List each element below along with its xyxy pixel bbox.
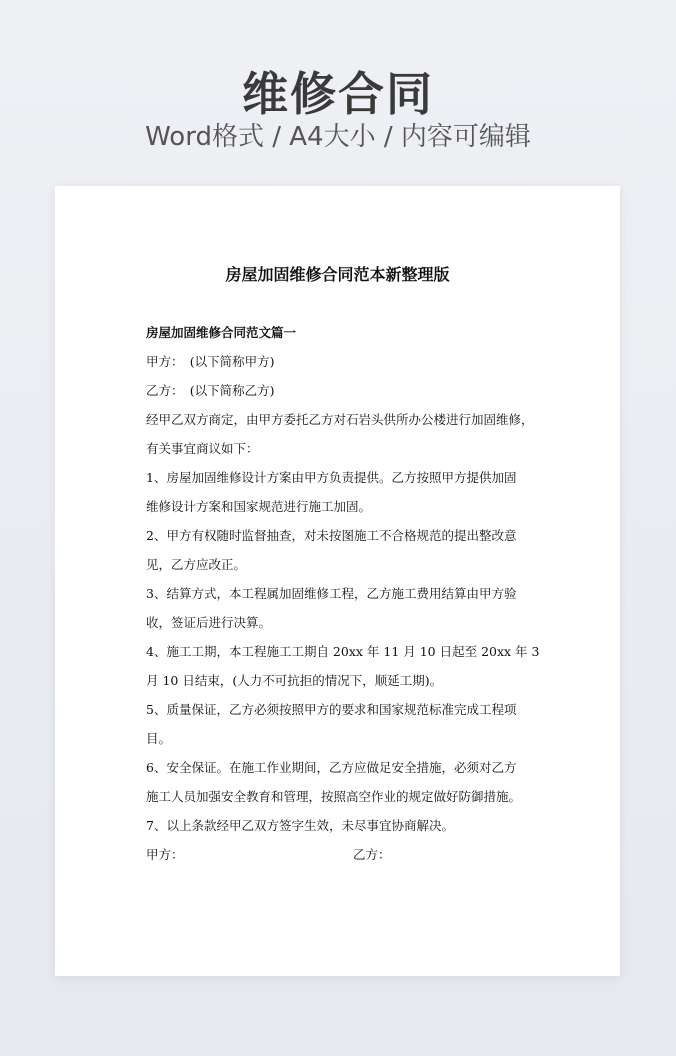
- document-page: [55, 186, 620, 976]
- body-line: 乙方： (以下简称乙方): [146, 383, 275, 398]
- banner-subtitle: Word格式 / A4大小 / 内容可编辑: [145, 122, 531, 152]
- body-line: 2、甲方有权随时监督抽查，对未按图施工不合格规范的提出整改意: [146, 528, 517, 543]
- banner-title: 维修合同: [242, 67, 434, 121]
- body-line: 经甲乙双方商定，由甲方委托乙方对石岩头供所办公楼进行加固维修，: [146, 412, 534, 427]
- body-line: 见，乙方应改正。: [146, 557, 247, 572]
- body-line: 4、施工工期，本工程施工工期自 20xx 年 11 月 10 日起至 20xx 年 3: [146, 644, 540, 659]
- document-body: [146, 318, 546, 869]
- body-line: 施工人员加强安全教育和管理，按照高空作业的规定做好防御措施。: [146, 789, 522, 804]
- body-line: 1、房屋加固维修设计方案由甲方负责提供。乙方按照甲方提供加固: [146, 470, 517, 485]
- document-title: 房屋加固维修合同范本新整理版: [225, 265, 450, 284]
- body-line: 月 10 日结束，(人力不可抗拒的情况下，顺延工期)。: [146, 673, 443, 688]
- body-line: 维修设计方案和国家规范进行施工加固。: [146, 499, 372, 514]
- signature-row: [146, 840, 546, 869]
- body-line: 7、以上条款经甲乙双方签字生效，未尽事宜协商解决。: [146, 818, 454, 833]
- body-line: 目。: [146, 731, 172, 746]
- body-line: 有关事宜商议如下：: [146, 441, 259, 456]
- party-a-signature-label: 甲方：: [146, 847, 184, 862]
- section-heading: 房屋加固维修合同范文篇一: [146, 325, 297, 340]
- body-line: 3、结算方式，本工程属加固维修工程，乙方施工费用结算由甲方验: [146, 586, 517, 601]
- body-line: 甲方： (以下简称甲方): [146, 354, 275, 369]
- body-line: 收，签证后进行决算。: [146, 615, 272, 630]
- body-line: 5、质量保证，乙方必须按照甲方的要求和国家规范标准完成工程项: [146, 702, 517, 717]
- body-line: 6、安全保证。在施工作业期间，乙方应做足安全措施，必须对乙方: [146, 760, 517, 775]
- party-b-signature-label: 乙方：: [353, 847, 391, 862]
